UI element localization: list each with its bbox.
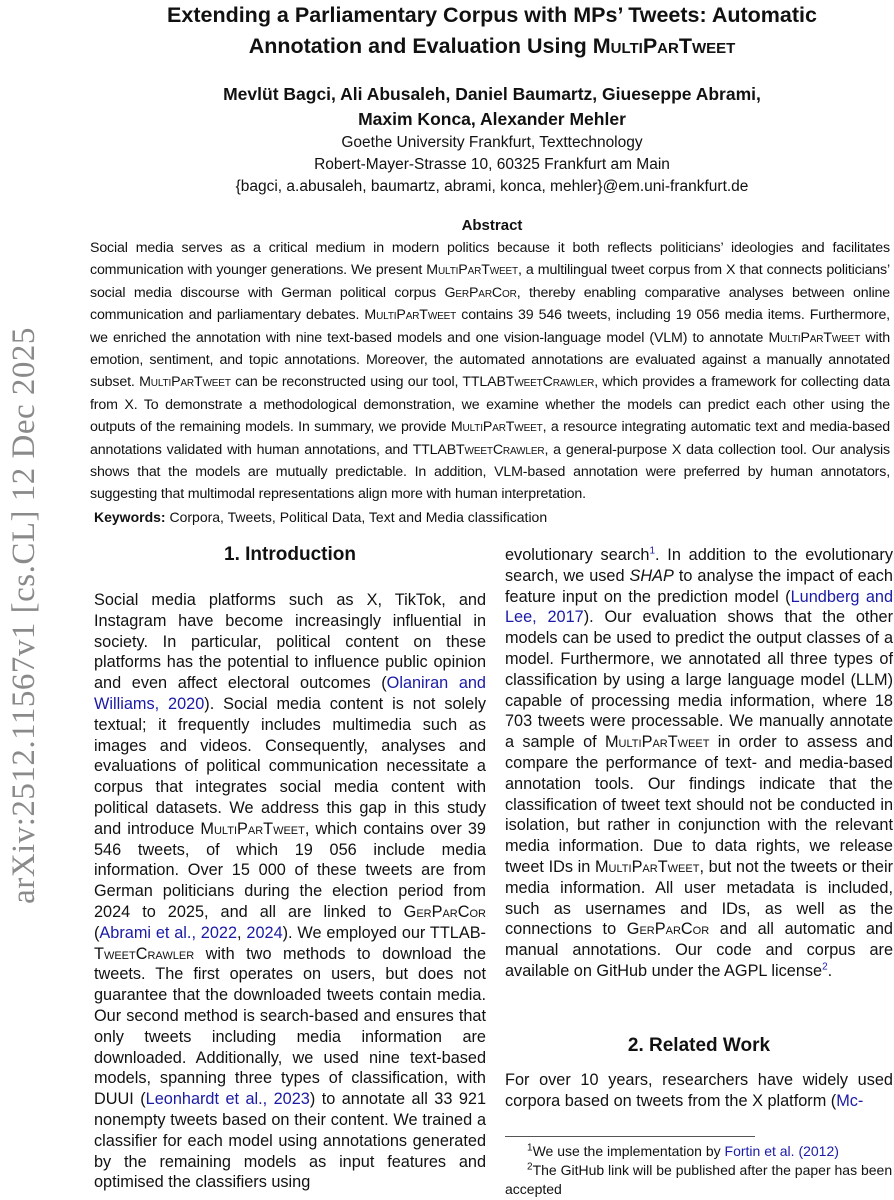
citation-link[interactable]: Fortin et al. [724, 1143, 795, 1159]
author-list [90, 82, 894, 132]
section-heading-related-work: 2. Related Work [627, 1035, 771, 1056]
title-line-2 [90, 31, 894, 62]
footnote-1: $^1$We use the implementation by Fortin et al. (2012) [527, 1142, 839, 1159]
affiliation [90, 132, 894, 198]
authors-line-1: Mevlüt Bagci, Ali Abusaleh, Daniel Baumartz, Giueseppe Abrami, [223, 84, 761, 104]
citation-link[interactable]: Abrami et al., 2022 [99, 923, 238, 942]
title-block [90, 0, 894, 198]
arxiv-stamp [4, 290, 44, 940]
authors-line-2: Maxim Konca, Alexander Mehler [358, 109, 626, 129]
citation-link[interactable]: Leonhardt et al., 2023 [145, 1090, 310, 1109]
footnote-2: $^2$The GitHub link will be published after the paper has been accepted [505, 1161, 893, 1197]
corpus-name: MultiParTweet [592, 34, 736, 58]
introduction-text-right: evolutionary search$^1$. In addition to the evolutionary search, we used SHAP to analyse the impact of each feature input on the prediction model (Lundberg and Lee, 2017). Our evaluation shows that the other models can be used to predict the output classes of a model. Furthermore, we annotated all three types of classification by using a large language model (LLM) capable of processing media information, where 18 703 tweets were processable. We manually annotate a sample of MultiParTweet in order to assess and compare the performance of text- and media-based annotation tools. Our findings indicate that the classification of tweet text should not be conducted in isolation, but rather in conjunction with the relevant media information. Due to data rights, we release tweet IDs in MultiParTweet, but not the tweets or their media information. All user metadata is included, such as usernames and IDs, as well as the connections to GerParCor and all automatic and manual annotations. Our code and corpus are available on GitHub under the AGPL license$^2$. [505, 545, 893, 980]
footnote-divider [505, 1136, 755, 1137]
footnote-link[interactable]: 2 [822, 961, 828, 973]
author-emails: {bagci, a.abusaleh, baumartz, abrami, konca, mehler}@em.uni-frankfurt.de [235, 178, 749, 195]
paper-title [90, 0, 894, 62]
abstract-text: Social media serves as a critical medium in modern politics because it both reflects politicians’ ideologies and facilitates communication with younger generations. We present MultiParTweet, a multilingual tweet corpus from X that connects politicians’ social media discourse with German political corpus GerParCor, thereby enabling comparative analyses between online communication and parliamentary debates. MultiParTweet contains 39 546 tweets, including 19 056 media items. Furthermore, we enriched the annotation with nine text-based models and one vision-language model (VLM) to annotate MultiParTweet with emotion, sentiment, and topic annotations. Moreover, the automated annotations are evaluated against a manually annotated subset. MultiParTweet can be reconstructed using our tool, TTLABTweetCrawler, which provides a framework for collecting data from X. To demonstrate a methodological demonstration, we examine whether the models can predict each other using the outputs of the remaining models. In summary, we provide MultiParTweet, a resource integrating automatic text and media-based annotations validated with human annotations, and TTLABTweetCrawler, a general-purpose X data collection tool. Our analysis shows that the models are mutually predictable. In addition, VLM-based annotation were preferred by human annotators, suggesting that multimodal representations align more with human interpretation. [90, 240, 891, 503]
citation-link[interactable]: Olaniran and Williams, 2020 [94, 674, 486, 713]
citation-link[interactable]: 2024 [246, 923, 283, 942]
title-line-1: Extending a Parliamentary Corpus with MPs’ Tweets: Automatic [167, 3, 817, 27]
footnotes [505, 1142, 893, 1199]
keywords [94, 509, 884, 525]
institution: Goethe University Frankfurt, Texttechnology [341, 134, 643, 151]
related-work-text: For over 10 years, researchers have widely used corpora based on tweets from the X platform (Mc- [505, 1071, 893, 1110]
introduction-text-left: Social media platforms such as X, TikTok, and Instagram have become increasingly influential in society. In particular, political content on these platforms has the potential to influence public opinion and even affect electoral outcomes (Olaniran and Williams, 2020). Social media content is not solely textual; it frequently includes multimedia such as images and videos. Consequently, analyses and evaluations of political communication necessitate a corpus that integrates social media content with political datasets. We address this gap in this study and introduce MultiParTweet, which contains over 39 546 tweets, of which 19 056 include media information. Over 15 000 of these tweets are from German politicians during the election period from 2024 to 2025, and all are linked to GerParCor (Abrami et al., 2022, 2024). We employed our TTLAB-TweetCrawler with two methods to download the tweets. The first operates on users, but does not guarantee that the downloaded tweets contain media. Our second method is search-based and ensures that only tweets including media information are downloaded. Additionally, we used nine text-based models, spanning three types of classification, with DUUI (Leonhardt et al., 2023) to annotate all 33 921 nonempty tweets based on their content. We trained a classifier for each model using annotations generated by the remaining models as input features and optimised the classifiers using [94, 591, 486, 1192]
title-line-2-text: Annotation and Evaluation Using [248, 34, 593, 58]
abstract-heading: Abstract [461, 217, 523, 234]
footnote-link[interactable]: 1 [649, 545, 655, 557]
citation-link[interactable]: Lundberg and Lee, 2017 [505, 587, 893, 627]
section-heading-introduction: 1. Introduction [224, 544, 356, 565]
address: Robert-Mayer-Strasse 10, 60325 Frankfurt am Main [314, 156, 670, 173]
citation-link[interactable]: Mc- [836, 1091, 864, 1110]
keywords-label: Keywords: [94, 509, 166, 525]
keywords-value: Corpora, Tweets, Political Data, Text and Media classification [169, 509, 548, 525]
arxiv-identifier: arXiv:2512.11567v1 [cs.CL] 12 Dec 2025 [5, 326, 42, 904]
citation-year-link[interactable]: (2012) [798, 1143, 839, 1159]
